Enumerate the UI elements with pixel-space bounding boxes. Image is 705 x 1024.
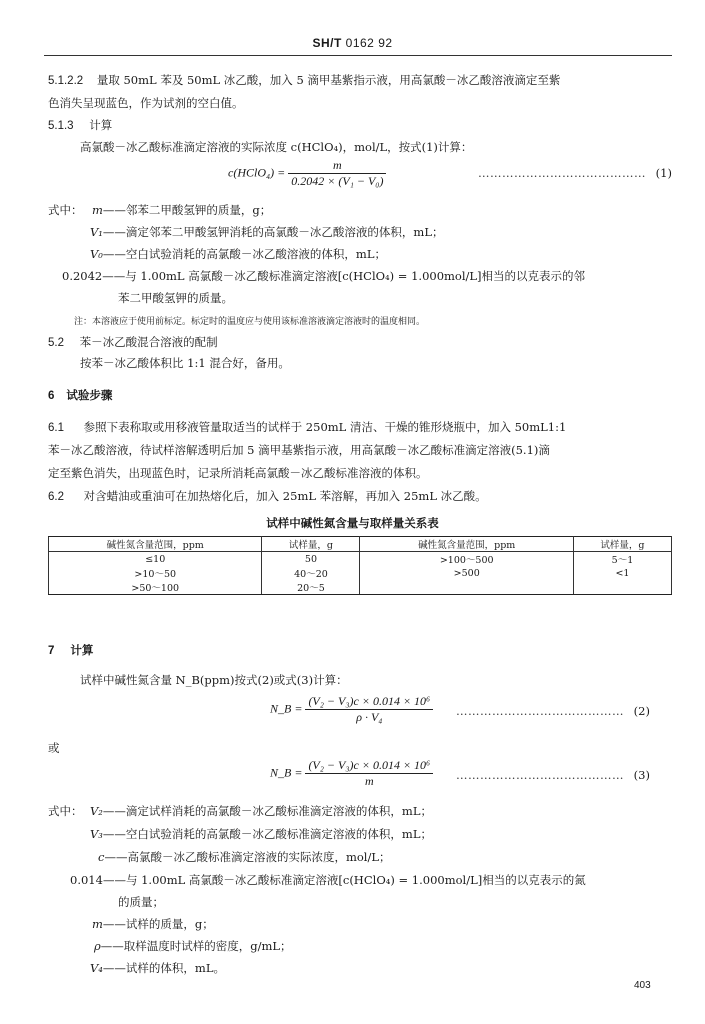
clause-title: 计算 [89,118,113,132]
formula-denominator: m [365,774,374,788]
var-symbol: 0.014 [70,873,103,887]
formula-denominator: 0.2042 × (V₁ − V₀) [291,174,384,188]
formula-tag: (1) [655,166,672,180]
var-desc: ——与 1.00mL 高氯酸－冰乙酸标准滴定溶液[c(HClO₄) = 1.000mol/L]相当的以克表示的邻 [102,269,586,283]
var-desc: ——空白试验消耗的高氯酸－冰乙酸标准滴定溶液的体积，mL； [102,827,432,841]
var-v2 [90,803,432,819]
clause-513-heading [48,117,112,133]
table-cell: 20～5 [262,580,360,595]
var-desc: ——滴定邻苯二甲酸氢钾消耗的高氯酸－冰乙酸溶液的体积，mL； [102,225,444,239]
formula-lhs: N_B = [270,765,303,780]
clause-text: 量取 50mL 苯及 50mL 冰乙酸，加入 5 滴甲基紫指示液，用高氯酸－冰乙酸溶液滴定至紫 [96,73,561,87]
table-cell: <1 [573,566,671,580]
section-number: 7 [48,645,55,657]
formula-fraction [305,694,433,725]
clause-62 [48,488,487,504]
table-header-cell: 试样量，g [573,537,671,552]
table-cell: >500 [360,566,573,580]
table-cell: >100～500 [360,552,573,567]
var-symbol: V₃ [90,827,103,841]
formula-1-leader [478,166,672,180]
var-symbol: ρ [94,939,101,953]
leader-dots: …………………………………… [456,704,624,718]
var-symbol: V₂ [90,804,103,818]
var-symbol: 0.2042 [62,269,103,283]
formula-lhs: c(HClO₄) = [228,165,286,180]
var-desc: ——滴定试样消耗的高氯酸－冰乙酸标准滴定溶液的体积，mL； [102,804,432,818]
section-number: 6 [48,390,55,402]
table-cell: 50 [262,552,360,567]
formula-fraction [305,758,433,789]
clause-52-heading [48,334,218,350]
var-desc: ——取样温度时试样的密度，g/mL； [100,939,292,953]
page-header [0,36,705,50]
table-caption: 试样中碱性氮含量与取样量关系表 [266,518,439,530]
table-cell: 40～20 [262,566,360,580]
var-0014-cont: 的质量； [118,895,164,909]
var-0014 [70,872,586,888]
var-rho [94,938,292,954]
formula-numerator: (V₂ − V₃)c × 0.014 × 10⁶ [305,758,433,774]
clause-title: 苯－冰乙酸混合溶液的配制 [79,335,218,349]
var-02042 [62,268,585,284]
formula-denominator: ρ · V₄ [356,710,383,724]
table-header-cell: 碱性氮含量范围，ppm [360,537,573,552]
table-cell [573,580,671,595]
var-v0 [90,246,386,262]
clause-61-line1 [48,419,566,435]
clause-513-intro: 高氯酸－冰乙酸标准滴定溶液的实际浓度 c(HClO₄)，mol/L，按式(1)计算： [80,140,473,154]
var-symbol: V₀ [90,247,103,261]
table-row [49,566,672,580]
formula-3 [270,758,433,789]
or-label: 或 [48,741,60,755]
sample-size-table [48,536,672,595]
table-cell: 5～1 [573,552,671,567]
var-v1 [90,224,443,240]
var-desc: ——与 1.00mL 高氯酸－冰乙酸标准滴定溶液[c(HClO₄) = 1.000mol/L]相当的以克表示的氮 [102,873,586,887]
clause-5122-line1 [48,72,560,88]
section-title: 计算 [70,643,94,657]
formula-numerator: (V₂ − V₃)c × 0.014 × 10⁶ [305,694,433,710]
page-number: 403 [634,980,651,991]
var-symbol: m [92,917,103,931]
clause-number: 6.1 [48,422,64,434]
formula-1 [228,158,386,189]
leader-dots: …………………………………… [456,768,624,782]
standard-code: SH/T [312,36,342,50]
var-v3 [90,826,432,842]
clause-number: 5.1.2.2 [48,75,84,87]
clause-5122-line2: 色消失呈现蓝色，作为试剂的空白值。 [48,96,244,110]
var-desc: ——空白试验消耗的高氯酸－冰乙酸溶液的体积，mL； [102,247,386,261]
formula-tag: (3) [633,768,650,782]
var-v4 [90,960,225,976]
section-title: 试验步骤 [66,388,113,402]
var-desc: ——试样的体积，mL。 [102,961,225,975]
section-7-intro: 试样中碱性氮含量 N_B(ppm)按式(2)或式(3)计算： [80,673,348,687]
formula-2 [270,694,433,725]
clause-61-line3: 定至紫色消失，出现蓝色时，记录所消耗高氯酸－冰乙酸标准溶液的体积。 [48,466,428,480]
clause-52-body: 按苯－冰乙酸体积比 1:1 混合好，备用。 [80,356,290,370]
var-symbol: c [98,850,105,864]
var-symbol: V₄ [90,961,103,975]
table-cell: >10～50 [49,566,262,580]
clause-number: 6.2 [48,491,64,503]
where-label: 式中： [48,804,83,818]
clause-text: 对含蜡油或重油可在加热熔化后，加入 25mL 苯溶解，再加入 25mL 冰乙酸。 [83,489,487,503]
formula-3-leader [456,768,650,782]
clause-61-line2: 苯－冰乙酸溶液，待试样溶解透明后加 5 滴甲基紫指示液，用高氯酸－冰乙酸标准滴定溶液(5.1)滴 [48,443,550,457]
table-header-cell: 试样量，g [262,537,360,552]
header-rule [44,55,672,56]
section-6-heading [48,387,112,403]
var-c [98,849,390,865]
clause-text: 参照下表称取或用移液管量取适当的试样于 250mL 清洁、干燥的锥形烧瓶中，加入 50mL1:1 [83,420,567,434]
formula-numerator: m [288,158,386,174]
var-desc: ——试样的质量，g； [102,917,214,931]
formula-tag: (2) [633,704,650,718]
clause-number: 5.1.3 [48,120,74,132]
table-cell: >50～100 [49,580,262,595]
section-7-heading [48,642,93,658]
table-cell [360,580,573,595]
where-label: 式中： [48,203,83,217]
formula-lhs: N_B = [270,701,303,716]
note: 注：本溶液应于使用前标定。标定时的温度应与使用该标准溶液滴定溶液时的温度相同。 [74,317,426,327]
table-cell: ≤10 [49,552,262,567]
table-header-cell: 碱性氮含量范围，ppm [49,537,262,552]
var-m2 [92,916,214,932]
var-symbol: m [92,203,103,217]
standard-number: 0162 [345,36,375,50]
leader-dots: …………………………………… [478,166,646,180]
var-desc: ——高氯酸－冰乙酸标准滴定溶液的实际浓度，mol/L； [104,850,391,864]
table-row [49,552,672,567]
standard-year: 92 [378,36,393,50]
table-row [49,580,672,595]
var-02042-cont: 苯二甲酸氢钾的质量。 [118,291,233,305]
formula-fraction [288,158,386,189]
formula-2-leader [456,704,650,718]
var-m [92,202,271,218]
var-symbol: V₁ [90,225,103,239]
clause-number: 5.2 [48,337,64,349]
table-header-row [49,537,672,552]
var-desc: ——邻苯二甲酸氢钾的质量，g； [102,203,272,217]
